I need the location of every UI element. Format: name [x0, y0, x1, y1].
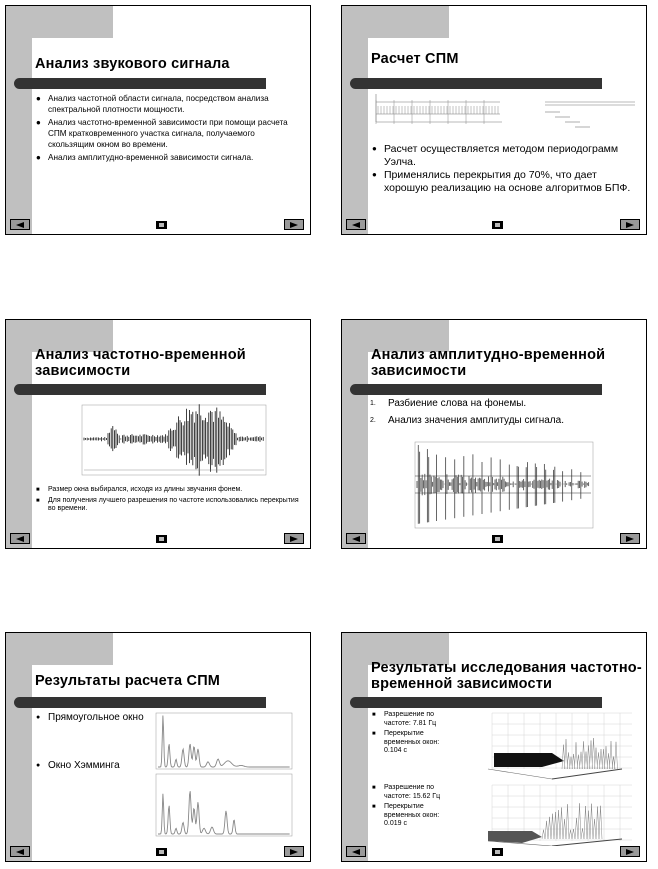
list-item — [36, 93, 298, 115]
slide-title-line: зависимости — [371, 363, 467, 379]
spectral-peak — [569, 830, 571, 839]
list-item-text: Разрешение по частоте: 7.81 Гц — [384, 711, 437, 727]
title-bar — [14, 384, 266, 395]
slide-title: Результаты расчета СПМ — [35, 673, 221, 689]
list-item — [372, 803, 452, 829]
triangle-left-icon — [16, 849, 24, 855]
slide-top-block — [6, 6, 113, 38]
home-button[interactable] — [156, 221, 167, 229]
slide-corner — [32, 38, 48, 54]
square-bullet-list — [36, 486, 304, 514]
spectral-peak — [602, 749, 604, 769]
prev-slide-button[interactable] — [346, 219, 366, 230]
slide-2[interactable] — [341, 5, 647, 235]
list-item — [36, 760, 146, 772]
home-button[interactable] — [492, 221, 503, 229]
triangle-left-icon — [16, 222, 24, 228]
slide-title-line: Анализ частотно-временной — [35, 347, 246, 363]
spectral-peak — [589, 811, 591, 839]
spectral-peak — [575, 818, 577, 839]
slide-title-line: временной зависимости — [371, 676, 553, 692]
title-bar — [350, 78, 602, 89]
spectral-peak — [610, 741, 612, 769]
list-item-text: Анализ амплитудно-временной зависимости сигнала. — [48, 153, 254, 162]
list-item — [36, 712, 146, 724]
spectral-peak — [556, 812, 558, 839]
list-item-text: Перекрытие временных окон: 0.019 с — [384, 803, 440, 827]
slide-3[interactable] — [5, 319, 311, 549]
slide-title-line: Анализ амплитудно-временной — [371, 347, 606, 363]
slide-sidebar — [342, 320, 368, 548]
spectral-peak — [551, 814, 553, 839]
home-icon — [495, 223, 500, 227]
triangle-left-icon — [16, 536, 24, 542]
bullet-icon: ● — [36, 94, 41, 103]
slide-sidebar — [6, 320, 32, 548]
square-bullet-icon: ■ — [372, 731, 376, 737]
home-button[interactable] — [492, 848, 503, 856]
next-slide-button[interactable] — [620, 533, 640, 544]
spectral-peak — [572, 829, 574, 839]
slide-sidebar — [342, 633, 368, 861]
triangle-left-icon — [352, 536, 360, 542]
spectral-peak — [587, 811, 589, 839]
spectral-peak — [550, 817, 552, 839]
prev-slide-button[interactable] — [10, 533, 30, 544]
next-slide-button[interactable] — [620, 219, 640, 230]
list-item — [36, 117, 298, 150]
spectral-peak — [575, 742, 577, 769]
spectral-peak — [583, 828, 585, 839]
next-slide-button[interactable] — [620, 846, 640, 857]
slide-title: Расчет СПМ — [371, 51, 459, 67]
list-item-text: Анализ значения амплитуды сигнала. — [388, 415, 564, 426]
spectral-peak — [572, 754, 574, 769]
spectral-peak — [580, 752, 582, 769]
list-item-text: Расчет осуществляется методом периодограмм Уэлча. — [384, 143, 619, 168]
spectral-peak — [577, 818, 579, 839]
spectral-peak — [570, 757, 572, 769]
list-item — [372, 169, 634, 194]
spectral-peak — [548, 817, 550, 839]
spectral-peak — [574, 829, 576, 839]
next-slide-button[interactable] — [284, 533, 304, 544]
list-item-text: Размер окна выбирался, исходя из длины звучания фонем. — [48, 486, 243, 493]
spectral-peak — [582, 741, 584, 769]
spectral-peak — [605, 746, 607, 769]
spectral-peak — [566, 804, 568, 839]
waveform-plot — [76, 403, 268, 481]
amplitude-plot — [409, 440, 604, 534]
slide-6[interactable] — [341, 632, 647, 862]
home-icon — [495, 850, 500, 854]
list-item — [372, 711, 452, 728]
list-number: 1. — [370, 400, 376, 407]
home-icon — [159, 537, 164, 541]
list-item — [36, 486, 304, 495]
home-button[interactable] — [156, 848, 167, 856]
list-number: 2. — [370, 417, 376, 424]
numbered-list — [370, 398, 640, 427]
square-bullet-list — [372, 784, 452, 829]
spectral-peak — [544, 830, 546, 839]
title-bar — [14, 697, 266, 708]
triangle-right-icon — [290, 536, 298, 542]
triangle-left-icon — [352, 849, 360, 855]
bullet-icon: ● — [372, 170, 377, 179]
list-item — [36, 152, 298, 163]
triangle-right-icon — [626, 222, 634, 228]
slide-4[interactable] — [341, 319, 647, 549]
square-bullet-icon: ■ — [36, 497, 40, 504]
spectral-peak — [545, 821, 547, 839]
spectral-peak — [562, 807, 564, 839]
slide-sidebar — [6, 633, 32, 861]
spectral-peak — [553, 814, 555, 839]
bullet-icon: ● — [36, 714, 41, 721]
slide-title-line: зависимости — [35, 363, 131, 379]
slide-top-block — [342, 6, 449, 38]
list-item-text: Для получения лучшего разрешения по частоте использовались перекрытия во времени. — [48, 496, 299, 512]
list-item-text: Разбиение слова на фонемы. — [388, 398, 527, 409]
title-bar — [14, 78, 266, 89]
bullet-icon: ● — [36, 153, 41, 162]
home-icon — [159, 223, 164, 227]
spectral-peak — [590, 740, 592, 769]
spectral-peak — [571, 830, 573, 839]
spectral-peak — [601, 806, 603, 839]
spectral-peak — [547, 821, 549, 839]
slide-title — [35, 347, 246, 379]
psd-plots — [146, 711, 296, 844]
spectral-peak — [542, 830, 544, 839]
list-item-text: Окно Хэмминга — [48, 760, 120, 771]
slide-title-line: Результаты исследования частотно- — [371, 660, 642, 676]
spectral-peak — [600, 749, 602, 769]
spectral-peak — [599, 806, 601, 839]
next-slide-button[interactable] — [284, 219, 304, 230]
bullet-icon: ● — [36, 118, 41, 127]
spectral-peak — [586, 806, 588, 839]
spectral-peak — [568, 804, 570, 839]
list-item — [372, 730, 452, 756]
title-bar — [350, 697, 602, 708]
square-bullet-icon: ■ — [36, 487, 40, 493]
slide-title — [371, 660, 642, 692]
slide-title — [371, 347, 605, 379]
spectral-peak — [592, 738, 594, 769]
welch-segmentation-diagram — [370, 92, 635, 137]
square-bullet-icon: ■ — [372, 804, 376, 810]
triangle-right-icon — [626, 849, 634, 855]
list-item-text: Разрешение по частоте: 15.62 Гц — [384, 784, 441, 800]
triangle-right-icon — [626, 536, 634, 542]
bullet-list — [372, 143, 634, 194]
triangle-right-icon — [290, 222, 298, 228]
list-item-text: Анализ частотной области сигнала, посредством анализа спектральной плотности мощности. — [48, 94, 269, 114]
list-item-text: Перекрытие временных окон: 0.104 с — [384, 730, 440, 754]
slide-title: Анализ звукового сигнала — [35, 56, 230, 72]
list-item-text: Прямоугольное окно — [48, 712, 144, 723]
bullet-icon: ● — [372, 144, 377, 153]
spectral-peak — [565, 739, 567, 769]
spectrogram-surface-dark — [494, 753, 564, 767]
list-item — [36, 497, 304, 514]
slide-1[interactable] — [5, 5, 311, 235]
spectral-peak — [560, 807, 562, 839]
spectral-peak — [584, 806, 586, 839]
spectral-peak — [597, 752, 599, 769]
next-slide-button[interactable] — [284, 846, 304, 857]
spectral-peak — [557, 810, 559, 839]
list-item — [372, 784, 452, 801]
home-icon — [495, 537, 500, 541]
square-bullet-icon: ■ — [372, 785, 376, 791]
prev-slide-button[interactable] — [346, 533, 366, 544]
spectral-peak — [596, 806, 598, 839]
square-bullet-icon: ■ — [372, 712, 376, 718]
triangle-right-icon — [290, 849, 298, 855]
home-button[interactable] — [156, 535, 167, 543]
prev-slide-button[interactable] — [10, 846, 30, 857]
home-button[interactable] — [492, 535, 503, 543]
home-icon — [159, 850, 164, 854]
list-item — [370, 398, 640, 410]
spectral-peak — [580, 803, 582, 839]
list-item-text: Применялись перекрытия до 70%, что дает хорошую реализацию на основе алгоритмов БПФ. — [384, 169, 631, 194]
list-item — [372, 143, 634, 168]
square-bullet-list — [372, 711, 452, 756]
slide-5[interactable] — [5, 632, 311, 862]
slide-top-block — [6, 633, 113, 665]
prev-slide-button[interactable] — [10, 219, 30, 230]
spectral-peak — [598, 806, 600, 839]
spectral-peak — [578, 803, 580, 839]
spectral-peak — [590, 804, 592, 839]
slide-sidebar — [6, 6, 32, 234]
prev-slide-button[interactable] — [346, 846, 366, 857]
spectrogram-3d-plots — [482, 711, 642, 846]
list-item-text: Анализ частотно-временной зависимости при помощи расчета СПМ кратковременного участка сигнала, получаемого скользящим окном во времени. — [48, 118, 288, 149]
spectral-peak — [559, 810, 561, 839]
list-item — [370, 415, 640, 427]
spectral-peak — [581, 828, 583, 839]
slide-sidebar — [342, 6, 368, 234]
bullet-icon: ● — [36, 762, 41, 769]
title-bar — [350, 384, 602, 395]
spectral-peak — [592, 804, 594, 839]
bullet-list — [36, 93, 298, 163]
spectrogram-surface-gray — [488, 831, 542, 843]
spectral-peak — [554, 812, 556, 839]
bullet-list — [36, 712, 146, 772]
triangle-left-icon — [352, 222, 360, 228]
